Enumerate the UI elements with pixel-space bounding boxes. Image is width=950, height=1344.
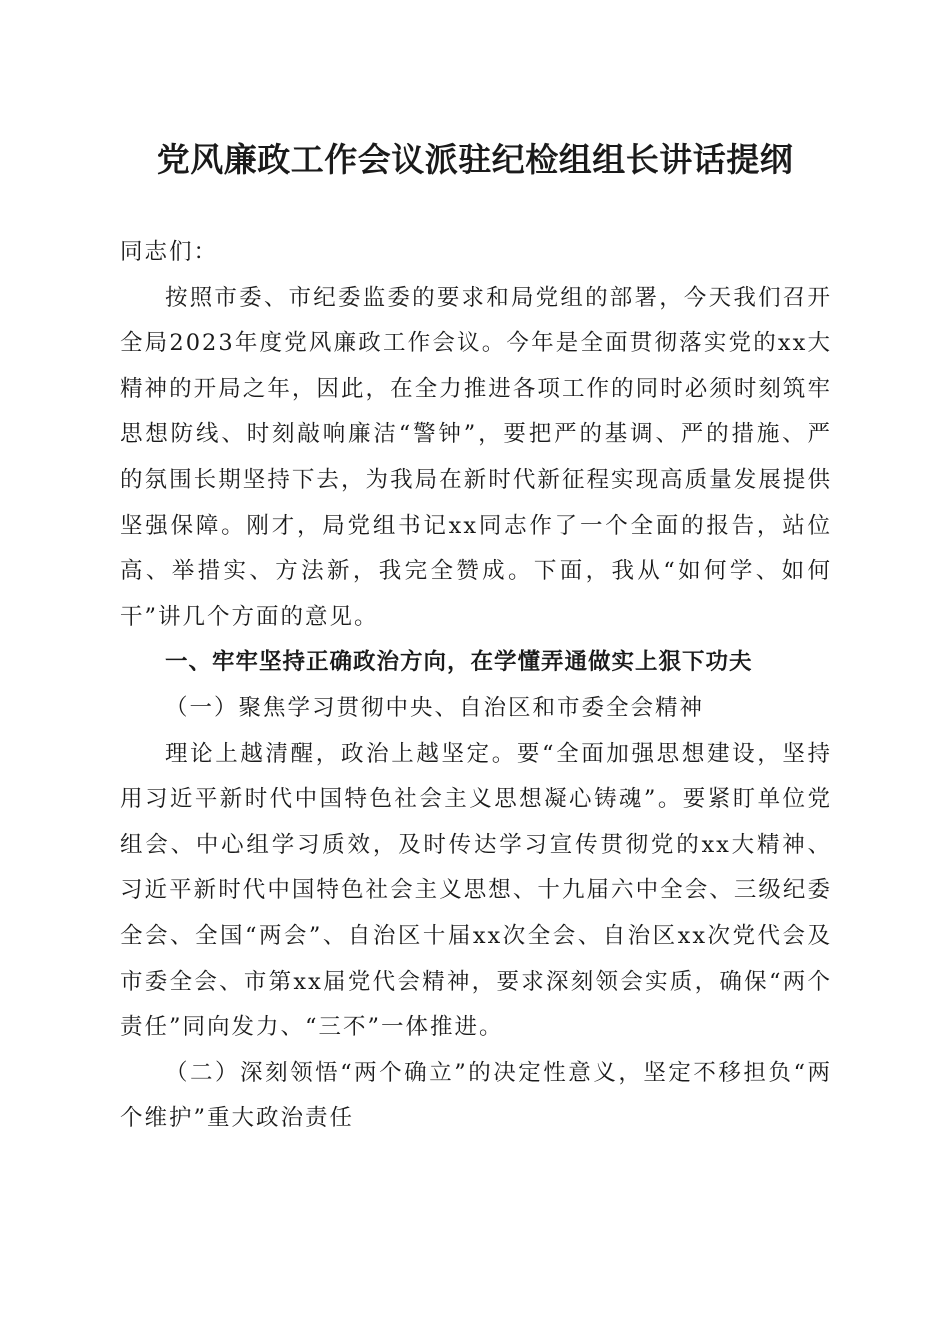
subsection-2-heading: （二）深刻领悟“两个确立”的决定性意义，坚定不移担负“两个维护”重大政治责任 — [120, 1059, 832, 1132]
section-1-heading: 一、牢牢坚持正确政治方向，在学懂弄通做实上狠下功夫 — [165, 649, 753, 676]
intro-paragraph: 按照市委、市纪委监委的要求和局党组的部署，今天我们召开全局2023年度党风廉政工作会议。今年是全面贯彻落实党的xx大精神的开局之年，因此，在全力推进各项工作的同时必须时刻筑牢思想防线、时刻敲响廉洁“警钟”，要把严的基调、严的措施、严的氛围长期坚持下去，为我局在新时代新征程实现高质量发展提供坚强保障。刚才，局党组书记xx同志作了一个全面的报告，站位高、举措实、方法新，我完全赞成。下面，我从“如何学、如何干”讲几个方面的意见。 — [120, 284, 832, 630]
document-body — [120, 230, 832, 1142]
document-title: 党风廉政工作会议派驻纪检组组长讲话提纲 — [156, 140, 794, 179]
greeting: 同志们： — [120, 239, 219, 265]
subsection-1-paragraph: 理论上越清醒，政治上越坚定。要“全面加强思想建设，坚持用习近平新时代中国特色社会主义思想凝心铸魂”。要紧盯单位党组会、中心组学习质效，及时传达学习宣传贯彻党的xx大精神、习近平新时代中国特色社会主义思想、十九届六中全会、三级纪委全会、全国“两会”、自治区十届xx次全会、自治区xx次党代会及市委全会、市第xx届党代会精神，要求深刻领会实质，确保“两个责任”同向发力、“三不”一体推进。 — [120, 740, 832, 1041]
subsection-1-heading: （一）聚焦学习贯彻中央、自治区和市委全会精神 — [165, 694, 705, 721]
